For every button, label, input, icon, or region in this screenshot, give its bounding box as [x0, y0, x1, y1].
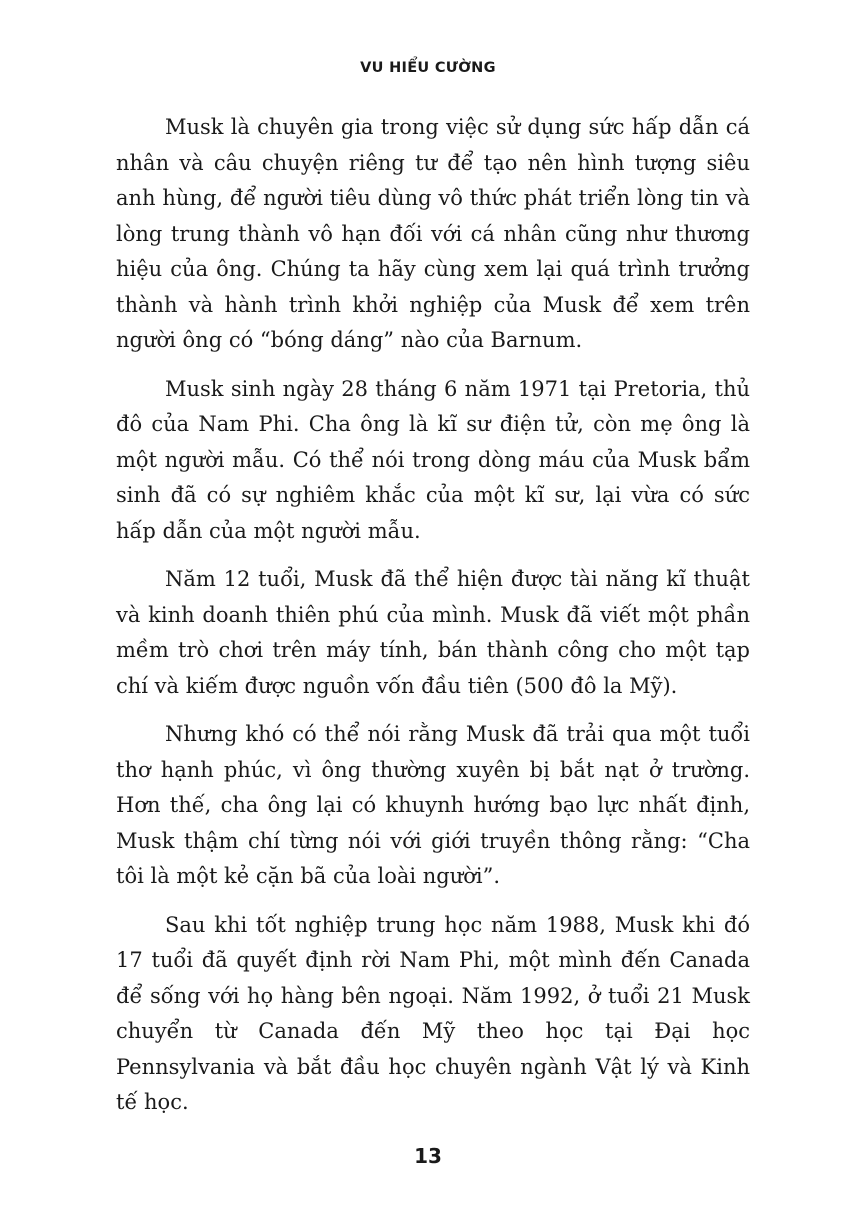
paragraph: Musk sinh ngày 28 tháng 6 năm 1971 tại Pretoria, thủ đô của Nam Phi. Cha ông là kĩ sư điện tử, còn mẹ ông là một người mẫu. Có thể nói trong dòng máu của Musk bẩm sinh đã có sự nghiêm khắc của một kĩ sư, lại vừa có sức hấp dẫn của một người mẫu.	[116, 376, 750, 543]
running-title: VU HIỂU CƯỜNG	[360, 60, 496, 76]
page-number: 13	[414, 1144, 442, 1168]
paragraph: Musk là chuyên gia trong việc sử dụng sức hấp dẫn cá nhân và câu chuyện riêng tư để tạo nên hình tượng siêu anh hùng, để người tiêu dùng vô thức phát triển lòng tin và lòng trung thành vô hạn đối với cá nhân cũng như thương hiệu của ông. Chúng ta hãy cùng xem lại quá trình trưởng thành và hành trình khởi nghiệp của Musk để xem trên người ông có “bóng dáng” nào của Barnum.	[116, 115, 750, 352]
paragraph: Nhưng khó có thể nói rằng Musk đã trải qua một tuổi thơ hạnh phúc, vì ông thường xuyên bị bắt nạt ở trường. Hơn thế, cha ông lại có khuynh hướng bạo lực nhất định, Musk thậm chí từng nói với giới truyền thông rằng: “Cha tôi là một kẻ cặn bã của loài người”.	[116, 722, 750, 888]
paragraph: Năm 12 tuổi, Musk đã thể hiện được tài năng kĩ thuật và kinh doanh thiên phú của mình. Musk đã viết một phần mềm trò chơi trên máy tính, bán thành công cho một tạp chí và kiếm được nguồn vốn đầu tiên (500 đô la Mỹ).	[116, 567, 750, 698]
paragraph: Sau khi tốt nghiệp trung học năm 1988, Musk khi đó 17 tuổi đã quyết định rời Nam Phi, một mình đến Canada để sống với họ hàng bên ngoại. Năm 1992, ở tuổi 21 Musk chuyển từ Canada đến Mỹ theo học tại Đại học Pennsylvania và bắt đầu học chuyên ngành Vật lý và Kinh tế học.	[116, 912, 750, 1114]
body-text	[116, 110, 750, 1134]
